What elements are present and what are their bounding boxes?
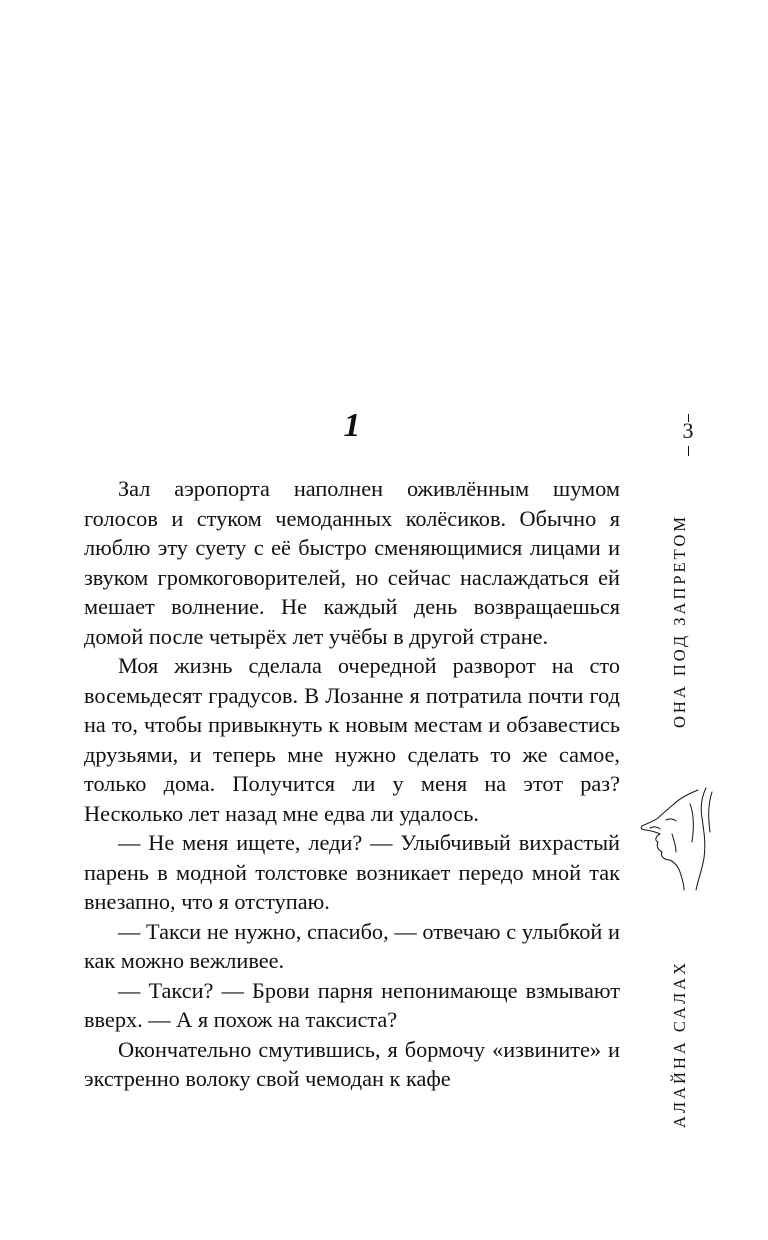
page-number: 3 [682,418,694,443]
face-line-drawing-icon [636,784,716,892]
running-head-book-title: ОНА ПОД ЗАПРЕТОМ [670,513,689,728]
paragraph: Зал аэропорта наполнен оживлённым шумом голосов и стуком чемоданных колёсиков. Обычно я люблю эту суету с её быстро сменяющимися лицами и звуком громкоговорителей, но сейчас наслаждаться ей мешает волнение. Не каждый день возвращаешься домой после четырёх лет учёбы в другой стране. [84,476,620,649]
chapter-body-text [84,474,620,1094]
paragraph: — Такси не нужно, спасибо, — отвечаю с улыбкой и как можно вежливее. [84,918,620,973]
paragraph: — Такси? — Брови парня непонимающе взмывают вверх. — А я похож на таксиста? [84,977,620,1032]
paragraph: Моя жизнь сделала очередной разворот на сто восемьдесят градусов. В Лозанне я потратила почти год на то, чтобы привыкнуть к новым местам и обзавестись друзьями, и теперь мне нужно сделать то же самое, только дома. Получится ли у меня на этот раз? Несколько лет назад мне едва ли удалось. [84,653,620,826]
chapter-number: 1 [343,407,361,444]
paragraph: — Не меня ищете, леди? — Улыбчивый вихрастый парень в модной толстовке возникает передо мной так внезапно, что я отступаю. [84,830,620,914]
sidebar-rule-bottom [688,446,689,456]
paragraph: Окончательно смутившись, я бормочу «извините» и экстренно волоку свой чемодан к кафе [84,1036,620,1091]
running-head-author: АЛАЙНА САЛАХ [670,959,689,1128]
